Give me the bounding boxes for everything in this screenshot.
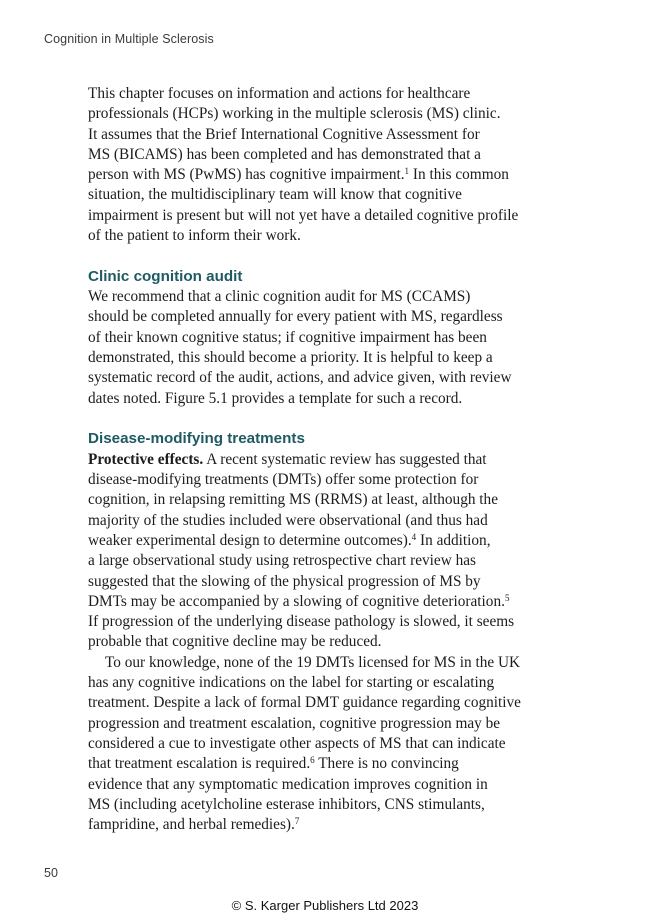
text-fragment: In this common bbox=[412, 166, 509, 184]
text-line: a large observational study using retrospective chart review has bbox=[88, 552, 476, 570]
text-line: We recommend that a clinic cognition audit for MS (CCAMS) bbox=[88, 288, 471, 306]
text-fragment: that treatment escalation is required. bbox=[88, 755, 311, 773]
text-line: demonstrated, this should become a priority. It is helpful to keep a bbox=[88, 349, 493, 367]
text-line bbox=[88, 754, 558, 774]
text-line: treatment. Despite a lack of formal DMT guidance regarding cognitive bbox=[88, 694, 521, 712]
reference-marker: 1 bbox=[404, 166, 410, 177]
text-line: majority of the studies included were observational (and thus had bbox=[88, 511, 488, 529]
protective-effects-paragraph bbox=[88, 450, 558, 653]
text-line: MS (including acetylcholine esterase inhibitors, CNS stimulants, bbox=[88, 795, 485, 813]
text-line: It assumes that the Brief International Cognitive Assessment for bbox=[88, 125, 480, 143]
reference-marker: 4 bbox=[411, 531, 417, 542]
text-line bbox=[88, 531, 558, 551]
intro-paragraph bbox=[88, 84, 558, 246]
text-line: professionals (HCPs) working in the multiple sclerosis (MS) clinic. bbox=[88, 105, 501, 123]
text-line: dates noted. Figure 5.1 provides a template for such a record. bbox=[88, 389, 463, 407]
text-fragment: DMTs may be accompanied by a slowing of cognitive deterioration. bbox=[88, 592, 505, 610]
reference-marker: 6 bbox=[310, 755, 315, 766]
text-fragment: A recent systematic review has suggested that bbox=[203, 450, 487, 468]
running-header: Cognition in Multiple Sclerosis bbox=[44, 32, 214, 46]
page-body bbox=[88, 84, 558, 835]
audit-paragraph bbox=[88, 287, 558, 409]
dmt-guidance-paragraph bbox=[88, 653, 558, 836]
text-line: of their known cognitive status; if cognitive impairment has been bbox=[88, 328, 487, 346]
text-line: probable that cognitive decline may be reduced. bbox=[88, 633, 382, 651]
reference-marker: 7 bbox=[294, 816, 300, 827]
text-fragment: fampridine, and herbal remedies). bbox=[88, 816, 295, 834]
text-line: systematic record of the audit, actions, and advice given, with review bbox=[88, 369, 512, 387]
text-line: considered a cue to investigate other aspects of MS that can indicate bbox=[88, 734, 506, 752]
text-fragment: person with MS (PwMS) has cognitive impairment. bbox=[88, 166, 405, 184]
text-fragment: There is no convincing bbox=[314, 755, 459, 773]
section-heading-disease-modifying-treatments: Disease-modifying treatments bbox=[88, 430, 305, 448]
section-heading-clinic-cognition-audit: Clinic cognition audit bbox=[88, 267, 243, 285]
text-line bbox=[88, 815, 558, 835]
text-line bbox=[88, 450, 558, 470]
text-line: situation, the multidisciplinary team will know that cognitive bbox=[88, 186, 462, 204]
text-line: disease-modifying treatments (DMTs) offer some protection for bbox=[88, 471, 479, 489]
text-line: progression and treatment escalation, cognitive progression may be bbox=[88, 714, 501, 732]
spacer bbox=[88, 246, 558, 267]
page-number: 50 bbox=[44, 866, 58, 880]
text-line bbox=[88, 165, 558, 185]
text-line: MS (BICAMS) has been completed and has demonstrated that a bbox=[88, 145, 481, 163]
copyright-notice: © S. Karger Publishers Ltd 2023 bbox=[231, 898, 419, 913]
text-fragment: weaker experimental design to determine outcomes). bbox=[88, 531, 412, 549]
text-line: cognition, in relapsing remitting MS (RRMS) at least, although the bbox=[88, 491, 498, 509]
text-line: This chapter focuses on information and actions for healthcare bbox=[88, 85, 471, 102]
spacer bbox=[88, 409, 558, 430]
text-line bbox=[88, 592, 558, 612]
run-in-heading: Protective effects. bbox=[88, 450, 204, 468]
text-fragment: In addition, bbox=[416, 531, 491, 549]
text-line: should be completed annually for every patient with MS, regardless bbox=[88, 308, 503, 326]
text-line: If progression of the underlying disease pathology is slowed, it seems bbox=[88, 613, 515, 631]
reference-marker: 5 bbox=[504, 592, 510, 603]
text-line: impairment is present but will not yet have a detailed cognitive profile bbox=[88, 206, 519, 224]
text-line: has any cognitive indications on the label for starting or escalating bbox=[88, 674, 495, 692]
text-line: suggested that the slowing of the physical progression of MS by bbox=[88, 572, 481, 590]
text-line: evidence that any symptomatic medication improves cognition in bbox=[88, 775, 488, 793]
text-line: To our knowledge, none of the 19 DMTs licensed for MS in the UK bbox=[105, 653, 521, 671]
text-line: of the patient to inform their work. bbox=[88, 227, 301, 245]
